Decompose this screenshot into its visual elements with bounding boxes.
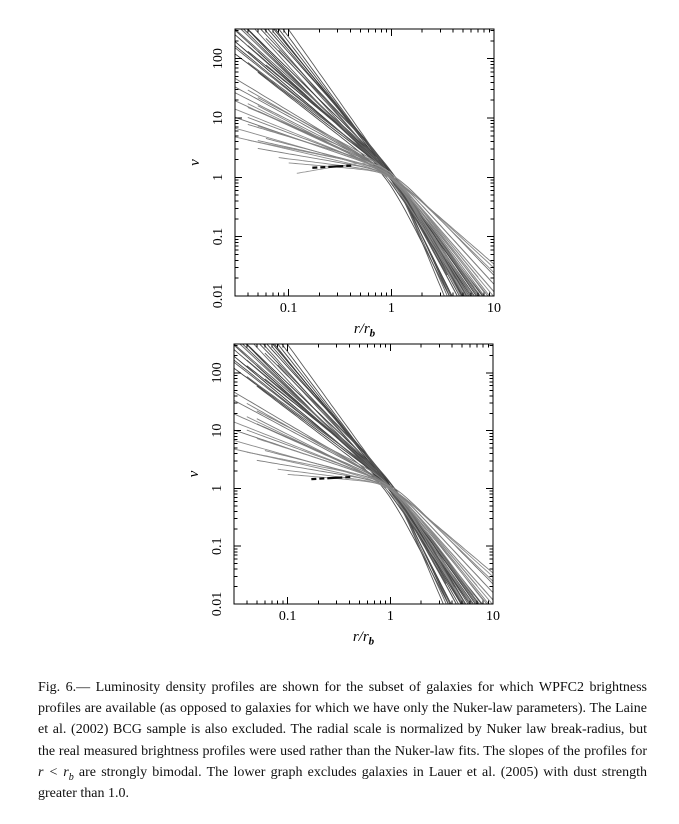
- profile-line: [279, 158, 478, 278]
- profile-lines: [235, 0, 494, 362]
- profile-line: [247, 322, 462, 633]
- x-tick-label: 0.1: [278, 609, 297, 624]
- y-tick-label: 1: [210, 484, 225, 492]
- x-tick-label: 10: [486, 609, 500, 624]
- caption-segment: are strongly bimodal. The lower graph excludes galaxies in Lauer et al. (2005) with dust strength greater than 1.0.: [38, 764, 647, 802]
- caption-segment: b: [68, 771, 74, 783]
- y-tick-label: 0.1: [210, 537, 225, 555]
- profile-line: [248, 7, 463, 326]
- profile-line: [265, 379, 458, 629]
- x-axis-title: $r/r_b$: [352, 629, 375, 648]
- y-tick-label: 0.01: [211, 283, 226, 309]
- y-tick-label: 0.01: [210, 591, 225, 617]
- x-tick-label: 0.1: [279, 301, 298, 316]
- caption-segment: Fig. 6.— Luminosity density profiles are shown for the subset of galaxies for which WPFC2 brightness profiles are available (as opposed to galaxies for which we have only the Nuker-law parameters). The Laine et al. (2002) BCG sample is also excluded. The radial scale is normalized by Nuker law break-radius, but the real measured brightness profiles were used rather than the Nuker-law fits. The slopes of the profiles for: [38, 680, 647, 759]
- profile-line: [258, 26, 484, 327]
- profile-line: [257, 419, 493, 573]
- figure-caption: [38, 677, 647, 804]
- profile-lines: [234, 298, 493, 660]
- caption-segment: r < r: [38, 764, 69, 780]
- x-axis-title: $r/r_b$: [353, 321, 376, 340]
- y-axis-title-nu: ν: [187, 159, 203, 166]
- x-tick-label: 1: [386, 609, 394, 624]
- y-axis-title-nu: ν: [186, 470, 202, 478]
- profile-line: [234, 298, 491, 660]
- profile-line: [247, 377, 483, 633]
- y-tick-label: 10: [211, 110, 226, 125]
- x-tick-label: 1: [387, 301, 395, 316]
- y-tick-label: 100: [210, 362, 225, 384]
- profile-line: [266, 65, 459, 321]
- y-tick-label: 0.1: [211, 227, 226, 246]
- panel-upper: [187, 0, 501, 362]
- profile-line: [248, 63, 484, 326]
- y-tick-label: 10: [210, 423, 225, 438]
- y-tick-label: 100: [211, 48, 226, 70]
- x-tick-label: 10: [487, 301, 501, 316]
- y-tick-label: 1: [211, 173, 226, 181]
- profile-line: [258, 106, 494, 265]
- panel-lower: [186, 298, 500, 660]
